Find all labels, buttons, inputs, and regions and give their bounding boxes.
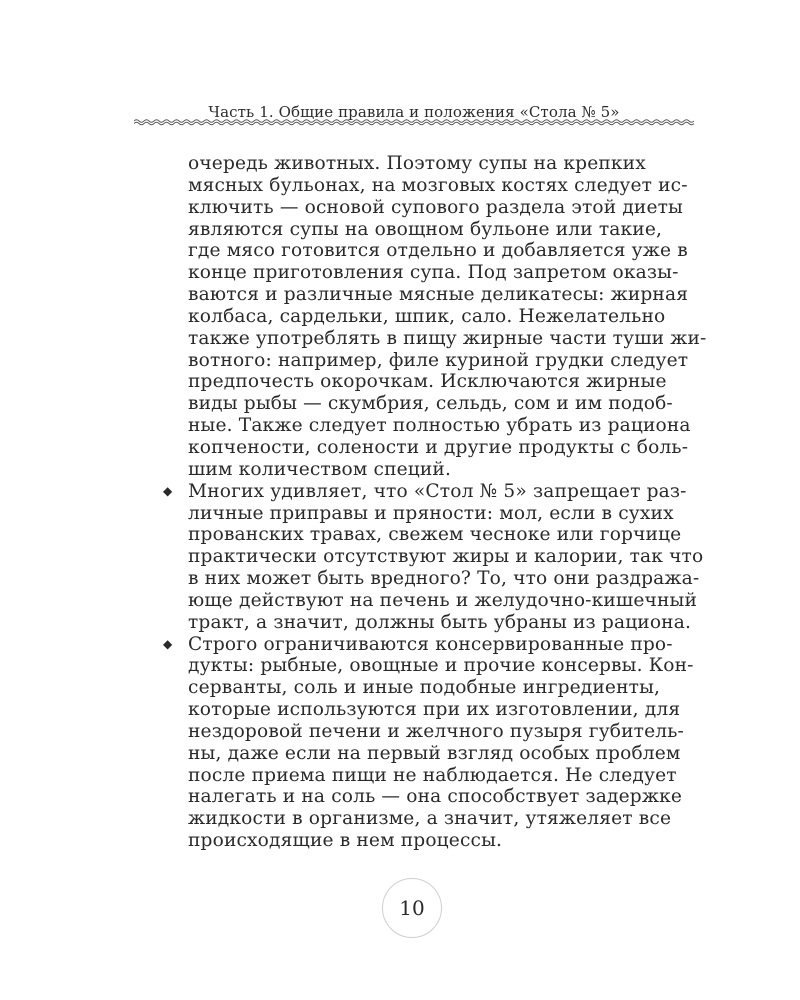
wavy-line-lower <box>134 122 694 125</box>
paragraph-continuation <box>188 153 707 481</box>
text-line: ваются и различные мясные деликатесы: жирная <box>188 284 689 306</box>
diamond-bullet-icon: ◆ <box>163 483 173 498</box>
text-line: серванты, соль и иные подобные ингредиенты, <box>188 677 661 699</box>
text-line: мясных бульонах, на мозговых костях следует ис- <box>188 174 688 196</box>
text-line: Многих удивляет, что «Стол № 5» запрещает раз- <box>188 480 687 502</box>
text-line: являются супы на овощном бульоне или такие, <box>188 218 663 240</box>
text-line: копчености, солености и другие продукты с боль- <box>188 436 689 458</box>
text-line: личные приправы и пряности: мол, если в сухих <box>188 502 674 524</box>
text-line: после приема пищи не наблюдается. Не следует <box>188 764 677 786</box>
text-line: дукты: рыбные, овощные и прочие консервы. Кон- <box>188 655 694 677</box>
text-line: налегать и на соль — она способствует задержке <box>188 786 682 808</box>
text-line: юще действуют на печень и желудочно-кишечный <box>188 589 697 611</box>
page-number: 10 <box>382 878 442 938</box>
text-line: прованских травах, свежем чесноке или горчице <box>188 524 682 546</box>
text-line: шим количеством специй. <box>188 458 452 480</box>
running-head: Часть 1. Общие правила и положения «Стола № 5» <box>208 103 620 121</box>
text-line: очередь животных. Поэтому супы на крепких <box>188 153 646 174</box>
text-line: практически отсутствуют жиры и калории, так что <box>188 546 704 568</box>
text-line: ные. Также следует полностью убрать из рациона <box>188 415 691 437</box>
text-line: колбаса, сардельки, шпик, сало. Нежелательно <box>188 305 666 327</box>
body-text <box>163 153 707 852</box>
bullet-paragraph <box>163 480 704 634</box>
text-line: также употреблять в пищу жирные части туши жи- <box>188 327 707 349</box>
text-line: ны, даже если на первый взгляд особых проблем <box>188 742 681 764</box>
text-line: ключить — основой супового раздела этой диеты <box>188 196 684 218</box>
text-line: Строго ограничиваются консервированные про- <box>188 633 673 655</box>
wavy-line-upper <box>134 120 694 123</box>
header-wavy-rule <box>134 118 694 126</box>
bullet-paragraph <box>163 633 700 852</box>
diamond-bullet-icon: ◆ <box>163 636 173 651</box>
text-line: которые используются при их изготовлении, для <box>188 699 681 721</box>
text-line: нездоровой печени и желчного пузыря губитель- <box>188 720 684 742</box>
text-line: тракт, а значит, должны быть убраны из рациона. <box>188 611 692 633</box>
text-line: происходящие в нем процессы. <box>188 830 503 852</box>
text-line: в них может быть вредного? То, что они раздража- <box>188 568 700 590</box>
text-line: конце приготовления супа. Под запретом оказы- <box>188 262 679 284</box>
text-line: где мясо готовится отдельно и добавляется уже в <box>188 240 688 262</box>
text-line: предпочесть окорочкам. Исключаются жирные <box>188 371 667 393</box>
text-line: жидкости в организме, а значит, утяжеляет все <box>188 808 672 830</box>
text-line: виды рыбы — скумбрия, сельдь, сом и им подоб- <box>188 393 673 415</box>
text-line: вотного: например, филе куриной грудки следует <box>188 349 689 371</box>
